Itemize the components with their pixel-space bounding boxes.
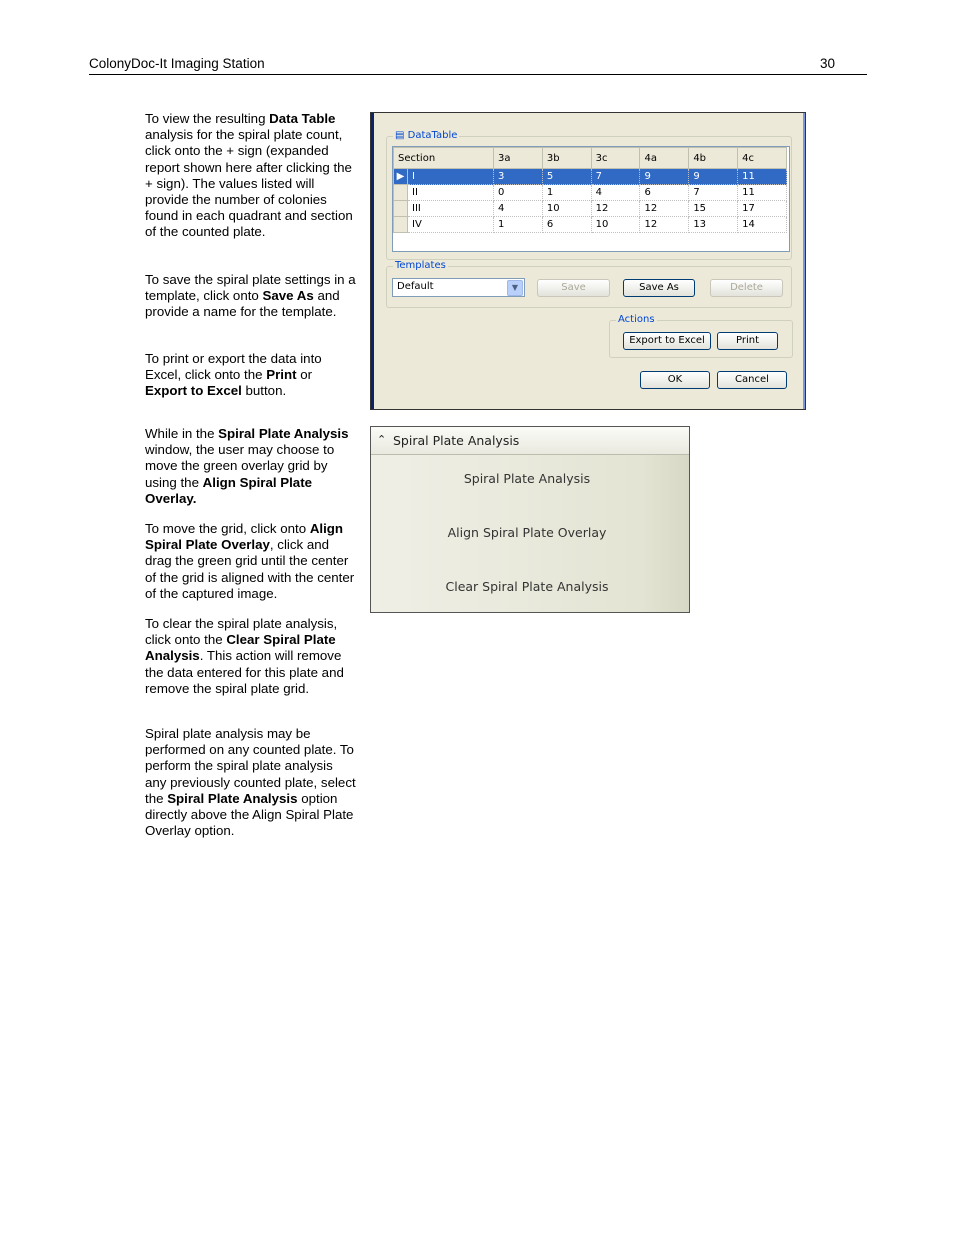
paragraph-data-table: To view the resulting Data Table analysis for the spiral plate count, click onto the + sign (expanded report shown here after clicking the + sign). The values listed will provide the number of colonies found in each quadrant and section of the counted plate. — [145, 111, 353, 240]
table-cell: II — [408, 185, 494, 201]
template-select[interactable] — [392, 278, 525, 297]
table-cell: 7 — [689, 185, 738, 201]
templates-legend: Templates — [395, 260, 446, 271]
table-cell: 13 — [689, 217, 738, 233]
table-cell: 7 — [591, 169, 640, 185]
row-selector[interactable] — [394, 185, 408, 201]
paragraph-save-as: To save the spiral plate settings in a template, click onto Save As and provide a name for the template. — [145, 272, 356, 320]
chevron-down-icon[interactable]: ▼ — [507, 280, 523, 296]
save-button[interactable]: Save — [537, 279, 610, 297]
page-header — [89, 56, 867, 75]
table-cell: 15 — [689, 201, 738, 217]
column-header[interactable]: 3b — [542, 148, 591, 169]
column-header[interactable]: 3c — [591, 148, 640, 169]
row-selector[interactable] — [394, 201, 408, 217]
paragraph-print-export: To print or export the data into Excel, click onto the Print or Export to Excel button. — [145, 351, 322, 399]
row-selector[interactable] — [394, 217, 408, 233]
table-row[interactable] — [394, 217, 787, 233]
collapse-chevron-icon[interactable]: ⌃ — [377, 433, 387, 446]
column-header[interactable]: 3a — [494, 148, 543, 169]
table-cell: 6 — [542, 217, 591, 233]
data-grid[interactable] — [392, 146, 790, 252]
dialog-right-border — [803, 113, 805, 409]
table-cell: 12 — [640, 217, 689, 233]
datatable-legend: ▤ DataTable — [395, 130, 458, 141]
dialog-left-border — [371, 113, 374, 409]
panel-title: Spiral Plate Analysis — [393, 433, 520, 448]
paragraph-spiral-window: While in the Spiral Plate Analysis window, the user may choose to move the green overlay grid by using the Align Spiral Plate Overlay. — [145, 426, 349, 506]
table-cell: 1 — [542, 185, 591, 201]
table-cell: 10 — [542, 201, 591, 217]
table-row[interactable] — [394, 201, 787, 217]
table-cell: 9 — [640, 169, 689, 185]
table-cell: 3 — [494, 169, 543, 185]
table-row[interactable] — [394, 185, 787, 201]
spiral-plate-panel — [370, 426, 690, 613]
row-selector-arrow-icon[interactable]: ▶ — [394, 169, 408, 185]
paragraph-clear-analysis: To clear the spiral plate analysis, click onto the Clear Spiral Plate Analysis. This action will remove the data entered for this plate and remove the spiral plate grid. — [145, 616, 344, 696]
table-cell: 4 — [591, 185, 640, 201]
table-icon: ▤ — [395, 130, 405, 141]
column-header[interactable]: 4c — [738, 148, 787, 169]
ok-button[interactable]: OK — [640, 371, 710, 389]
column-header[interactable]: 4b — [689, 148, 738, 169]
table-cell: IV — [408, 217, 494, 233]
template-select-value: Default — [397, 281, 434, 292]
table-cell: 12 — [591, 201, 640, 217]
table-cell: III — [408, 201, 494, 217]
table-row[interactable] — [394, 169, 787, 185]
column-header[interactable]: 4a — [640, 148, 689, 169]
clear-spiral-plate-analysis-link[interactable]: Clear Spiral Plate Analysis — [445, 579, 609, 594]
spiral-plate-analysis-link[interactable]: Spiral Plate Analysis — [463, 471, 591, 486]
table-cell: 9 — [689, 169, 738, 185]
align-spiral-plate-overlay-link[interactable]: Align Spiral Plate Overlay — [447, 525, 607, 540]
table-cell: 17 — [738, 201, 787, 217]
cancel-button[interactable]: Cancel — [717, 371, 787, 389]
table-cell: I — [408, 169, 494, 185]
data-table-dialog — [370, 112, 806, 410]
export-to-excel-button[interactable]: Export to Excel — [623, 332, 711, 350]
table-cell: 11 — [738, 169, 787, 185]
table-cell: 4 — [494, 201, 543, 217]
delete-button[interactable]: Delete — [710, 279, 783, 297]
paragraph-move-grid: To move the grid, click onto Align Spiral Plate Overlay, click and drag the green grid until the center of the grid is aligned with the center of the captured image. — [145, 521, 355, 601]
table-cell: 11 — [738, 185, 787, 201]
table-cell: 1 — [494, 217, 543, 233]
table-cell: 0 — [494, 185, 543, 201]
column-header[interactable]: Section — [394, 148, 494, 169]
actions-legend: Actions — [618, 314, 655, 325]
paragraph-any-plate: Spiral plate analysis may be performed on any counted plate. To perform the spiral plate analysis any previously counted plate, select the Spiral Plate Analysis option directly above the Align Spiral Plate Overlay option. — [145, 726, 356, 839]
table-cell: 14 — [738, 217, 787, 233]
header-title: ColonyDoc-It Imaging Station — [89, 56, 265, 71]
data-table — [393, 147, 787, 233]
save-as-button[interactable]: Save As — [623, 279, 695, 297]
table-cell: 10 — [591, 217, 640, 233]
table-cell: 5 — [542, 169, 591, 185]
table-cell: 12 — [640, 201, 689, 217]
print-button[interactable]: Print — [717, 332, 778, 350]
table-cell: 6 — [640, 185, 689, 201]
page-number: 30 — [819, 56, 835, 71]
panel-header[interactable] — [371, 427, 689, 455]
